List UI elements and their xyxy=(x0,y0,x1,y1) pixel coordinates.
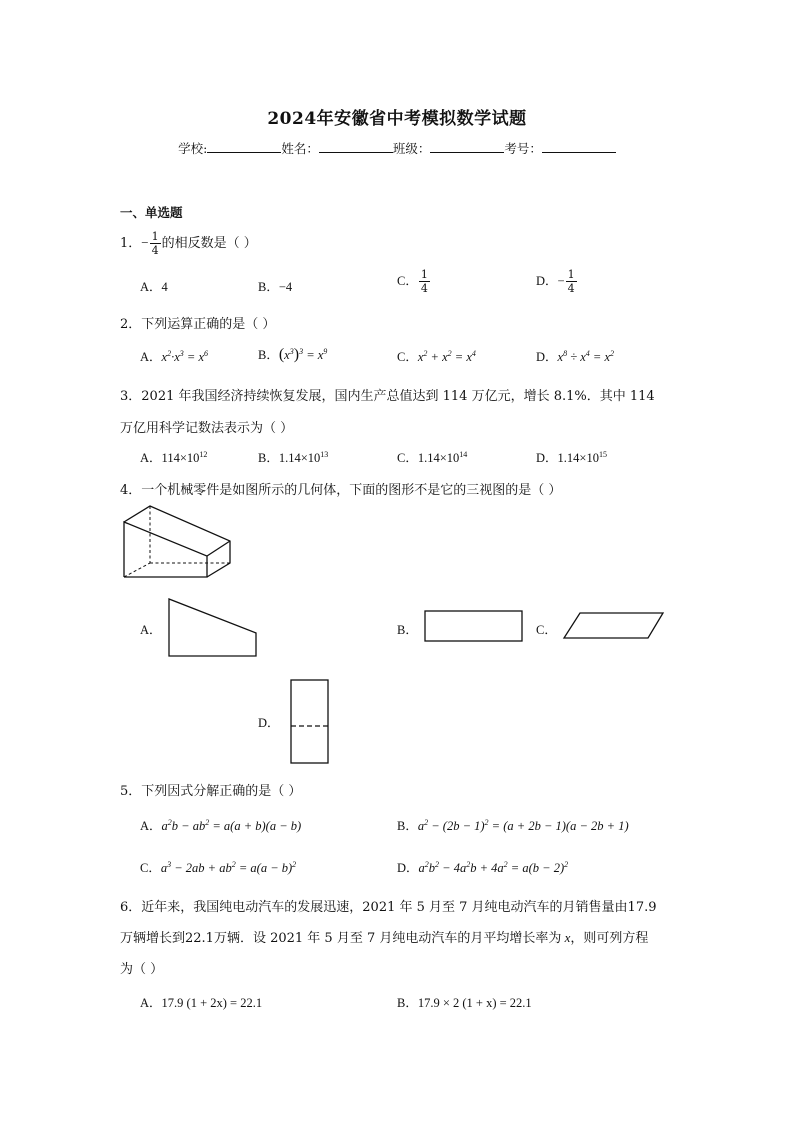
solid-figure xyxy=(118,500,238,584)
q2-option-b[interactable] xyxy=(258,345,327,364)
q1-c-den: 4 xyxy=(420,282,428,295)
q3-d-exp: 15 xyxy=(598,450,607,459)
name-label: 姓名： xyxy=(281,141,319,156)
q3-option-b[interactable] xyxy=(258,448,328,466)
q5-option-a[interactable] xyxy=(140,816,301,834)
q1-number: 1． xyxy=(120,236,142,251)
exam-no-blank xyxy=(542,140,616,153)
q4-option-a-label[interactable]: A． xyxy=(140,623,162,637)
q1-d-den: 4 xyxy=(567,282,575,295)
q1-c-num: 1 xyxy=(420,268,428,281)
q3-d-text: D．1.14×10 xyxy=(536,451,599,465)
q1-frac-den: 4 xyxy=(151,244,159,257)
q5-b-expr: $a^2 - (2b - 1)^2 = (a + 2b - 1)(a - 2b + 1)$ xyxy=(417,818,629,833)
q5-option-b[interactable] xyxy=(397,816,629,834)
q4-option-a-figure xyxy=(166,596,260,660)
q5-a-expr: $a^2b - ab^2 = a(a + b)(a - b)$ xyxy=(161,818,302,833)
q3-option-d[interactable] xyxy=(536,448,607,466)
q2-c-label: C． xyxy=(397,350,418,364)
q1-d-label: D．− xyxy=(536,274,565,288)
q4-option-d-label[interactable]: D． xyxy=(258,716,280,730)
q5-b-label: B． xyxy=(397,819,418,833)
q5-c-label: C． xyxy=(140,861,161,875)
q4-option-c-figure xyxy=(562,611,666,641)
q2-b-label: B． xyxy=(258,348,279,362)
q2-d-expr: $x^8 \div x^4 = x^2$ xyxy=(557,349,614,364)
class-blank xyxy=(430,140,504,153)
q1-sign: − xyxy=(141,235,149,250)
exam-no-label: 考号： xyxy=(504,141,542,156)
q1-option-b[interactable]: B．−4 xyxy=(258,280,293,294)
q1-option-a[interactable]: A．4 xyxy=(140,280,168,294)
q3-a-exp: 12 xyxy=(199,450,208,459)
q1-c-label: C． xyxy=(397,274,418,288)
q2-c-expr: $x^2 + x^2 = x^4$ xyxy=(417,349,476,364)
name-blank xyxy=(319,140,393,153)
q5-c-expr: $a^3 - 2ab + ab^2 = a(a - b)^2$ xyxy=(160,860,297,875)
q1-text: 的相反数是（ ） xyxy=(161,236,257,251)
q5-option-d[interactable] xyxy=(397,858,568,876)
question-6-line-3: 为（ ） xyxy=(120,962,164,977)
q1-c-fraction xyxy=(419,268,430,295)
q6-var-x: x xyxy=(561,930,571,945)
q6-line2-part1: 万辆增长到22.1万辆．设 2021 年 5 月至 7 月纯电动汽车的月平均增长率为 xyxy=(120,931,562,946)
q2-a-label: A． xyxy=(140,350,162,364)
q5-d-expr: $a^2b^2 - 4a^2b + 4a^2 = a(b - 2)^2$ xyxy=(418,860,569,875)
q3-b-text: B．1.14×10 xyxy=(258,451,321,465)
class-label: 班级： xyxy=(392,141,431,156)
question-3-line-1: 3．2021 年我国经济持续恢复发展，国内生产总值达到 114 万亿元，增长 8.1%．其中 114 xyxy=(120,389,655,404)
page-title: 2024年安徽省中考模拟数学试题 xyxy=(267,109,527,129)
q1-option-c[interactable] xyxy=(397,268,431,295)
q2-option-d[interactable] xyxy=(536,347,614,365)
q1-d-num: 1 xyxy=(567,268,575,281)
question-2: 2．下列运算正确的是（ ） xyxy=(120,317,276,332)
q1-d-fraction xyxy=(566,268,577,295)
q1-frac-num: 1 xyxy=(151,230,159,243)
q4-option-b-figure xyxy=(423,609,525,644)
q6-option-a[interactable]: A．17.9 (1 + 2x) = 22.1 xyxy=(140,996,263,1010)
q3-c-text: C．1.14×10 xyxy=(397,451,460,465)
q3-b-exp: 13 xyxy=(320,450,329,459)
q6-option-b[interactable]: B．17.9 × 2 (1 + x) = 22.1 xyxy=(397,996,532,1010)
q5-option-c[interactable] xyxy=(140,858,296,876)
q4-option-d-figure xyxy=(289,678,331,766)
q1-option-d[interactable] xyxy=(536,268,578,295)
student-info-line xyxy=(0,139,794,157)
q3-a-text: A．114×10 xyxy=(140,451,200,465)
q4-option-c-label[interactable]: C． xyxy=(536,623,557,637)
q2-a-expr: $x^2\cdot x^3 = x^6$ xyxy=(161,349,209,364)
q5-a-label: A． xyxy=(140,819,162,833)
q3-option-c[interactable] xyxy=(397,448,467,466)
question-4: 4．一个机械零件是如图所示的几何体，下面的图形不是它的三视图的是（ ） xyxy=(120,483,562,498)
question-6-line-1: 6．近年来，我国纯电动汽车的发展迅速，2021 年 5 月至 7 月纯电动汽车的月销售量由17.9 xyxy=(120,900,657,915)
q1-fraction xyxy=(150,230,161,257)
q2-d-label: D． xyxy=(536,350,558,364)
q3-c-exp: 14 xyxy=(459,450,468,459)
q3-option-a[interactable] xyxy=(140,448,207,466)
question-1 xyxy=(120,230,257,257)
section-heading: 一、单选题 xyxy=(120,205,183,220)
q2-option-a[interactable] xyxy=(140,347,208,365)
q5-d-label: D． xyxy=(397,861,419,875)
q2-option-c[interactable] xyxy=(397,347,476,365)
q2-b-expr: $(x^3)^3 = x^9$ xyxy=(278,346,328,363)
school-label: 学校: xyxy=(178,141,208,156)
question-5: 5．下列因式分解正确的是（ ） xyxy=(120,784,302,799)
question-6-line-2 xyxy=(120,927,648,946)
q6-line2-part2: ，则可列方程 xyxy=(570,931,649,946)
q4-option-b-label[interactable]: B． xyxy=(397,623,418,637)
question-3-line-2: 万亿用科学记数法表示为（ ） xyxy=(120,421,294,436)
school-blank xyxy=(207,140,281,153)
